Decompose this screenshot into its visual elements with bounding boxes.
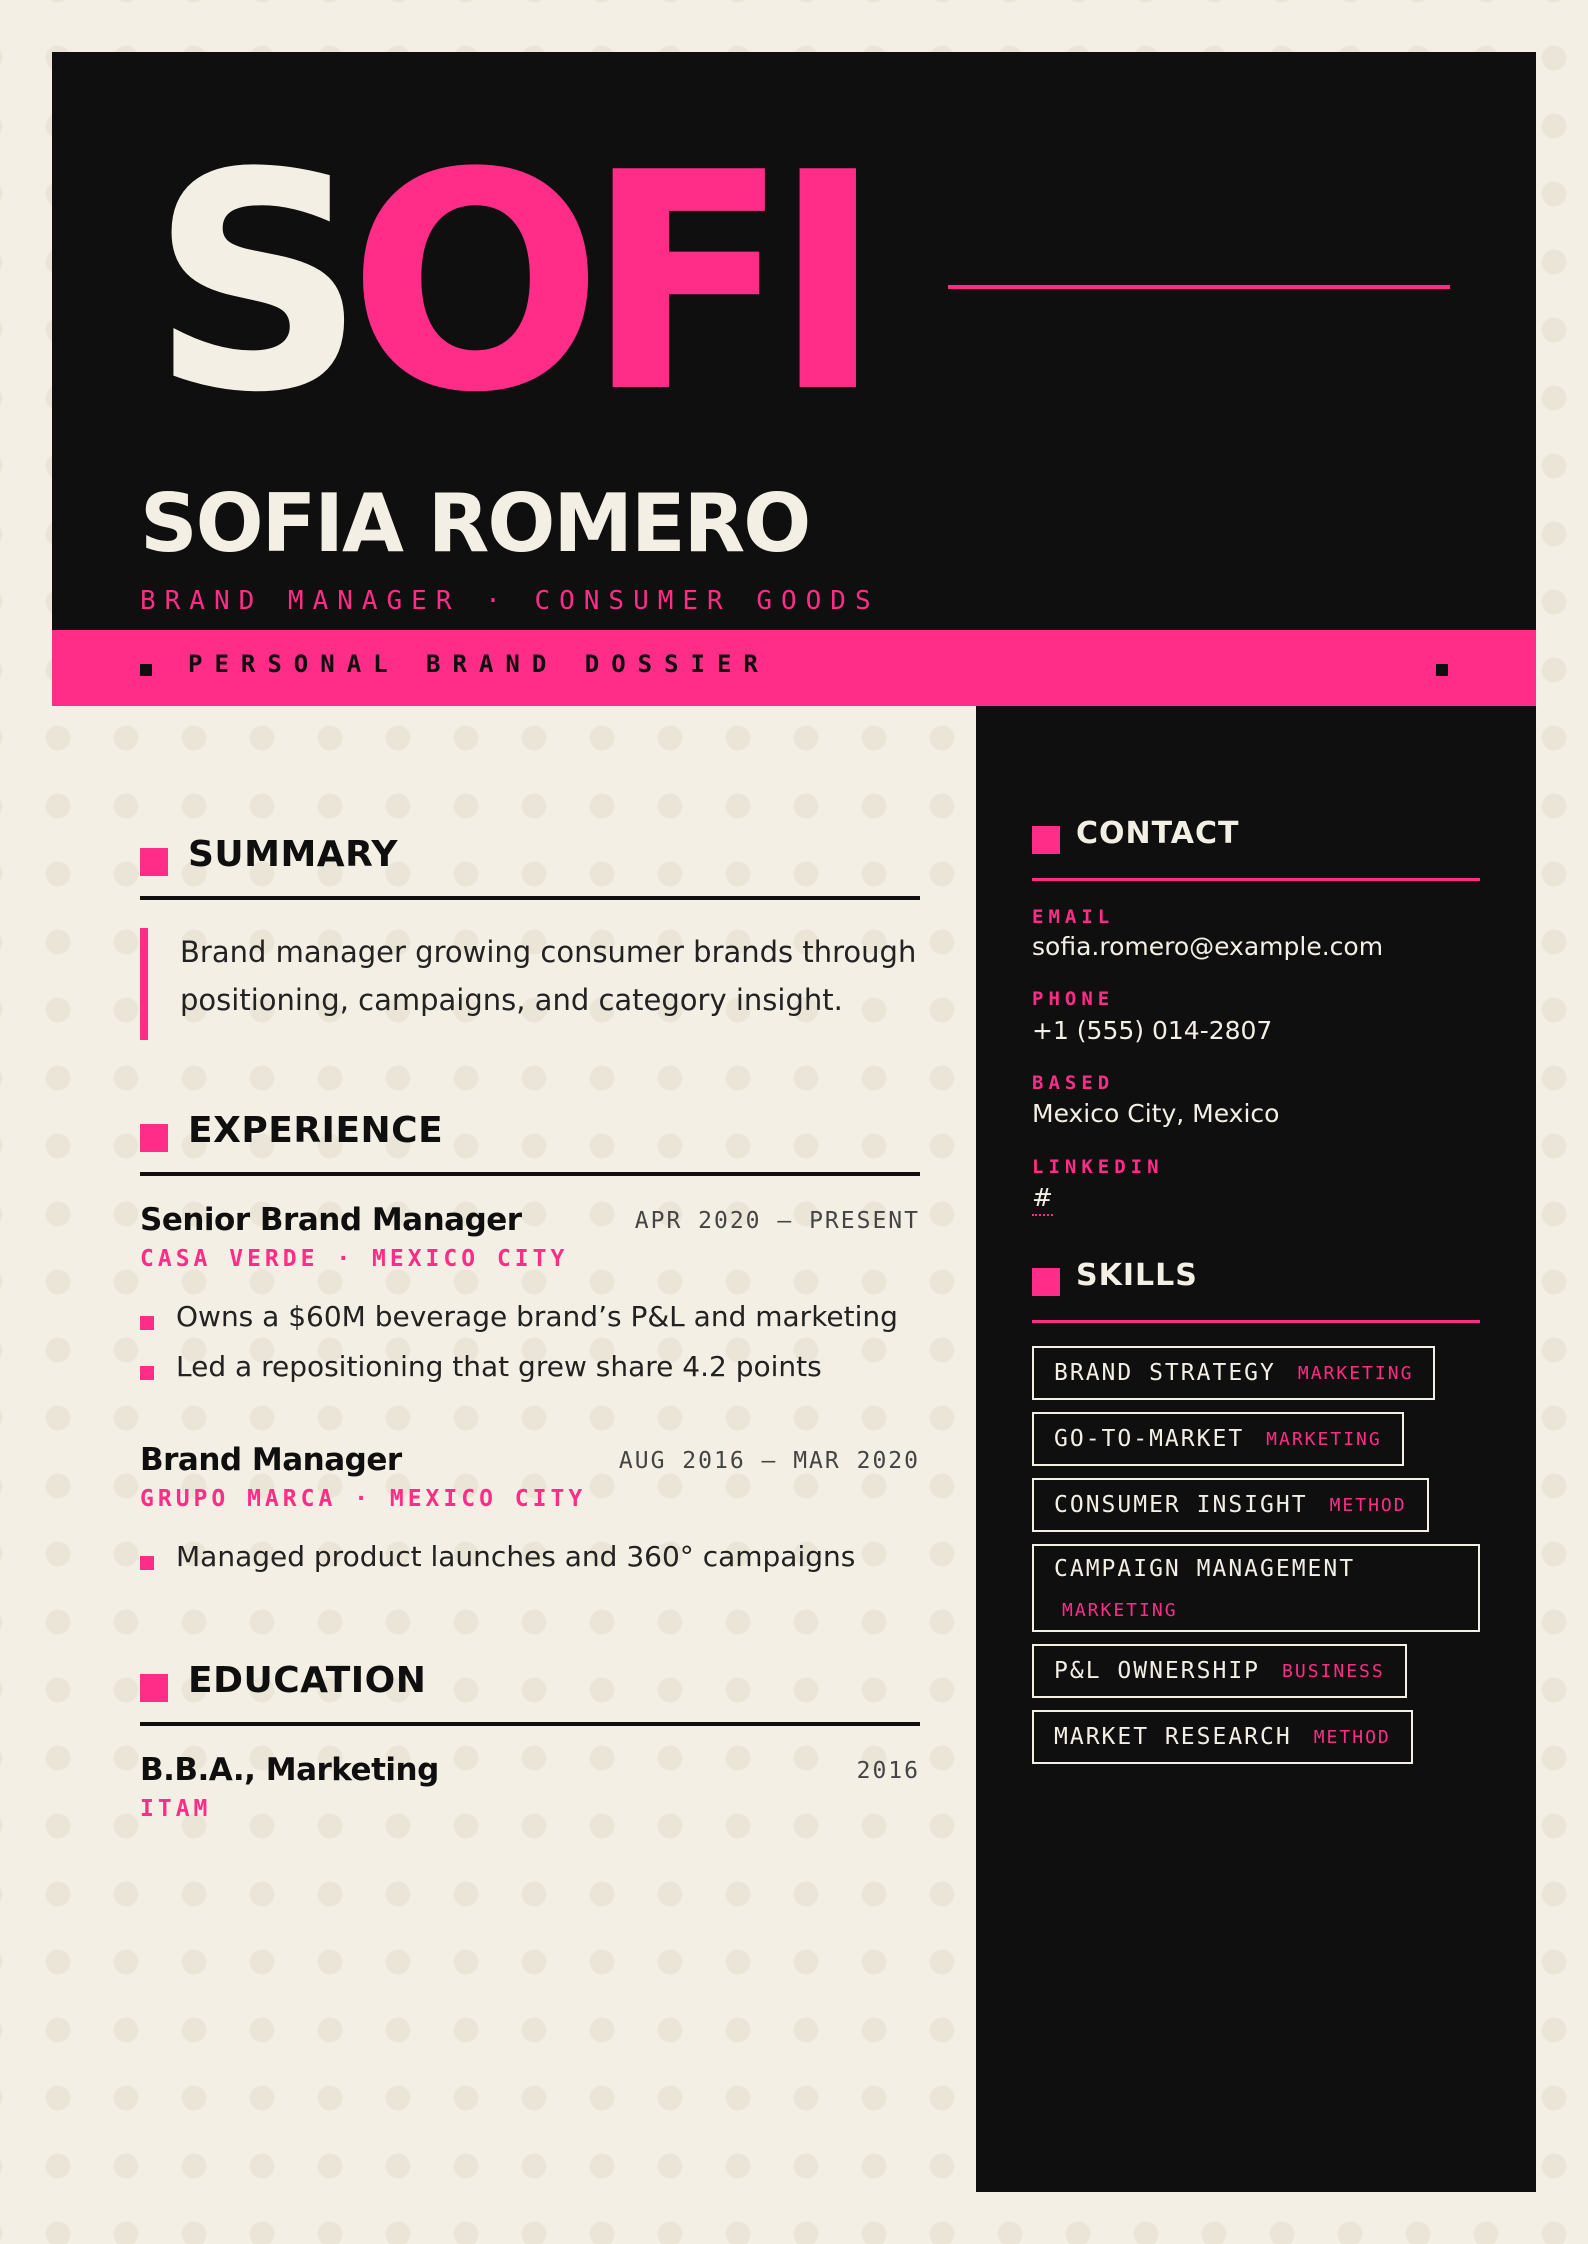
bullet-text: Led a repositioning that grew share 4.2 points (176, 1350, 822, 1383)
monogram (150, 109, 866, 458)
monogram-rest-letters: OFI (348, 109, 866, 458)
list-item (140, 1298, 920, 1348)
section-marker (140, 848, 168, 876)
job-tagline: BRAND MANAGER · CONSUMER GOODS (140, 586, 880, 616)
contact-heading (1032, 808, 1480, 868)
skill-tag (1032, 1710, 1413, 1764)
section-title: SUMMARY (188, 834, 398, 875)
section-rule (140, 1722, 920, 1726)
skill-name: MARKET RESEARCH (1054, 1724, 1292, 1750)
job-dates: AUG 2016 — MAR 2020 (618, 1448, 920, 1474)
full-name: SOFIA ROMERO (140, 477, 810, 570)
section-title: CONTACT (1076, 816, 1240, 851)
job-organization: GRUPO MARCA · MEXICO CITY (140, 1486, 587, 1512)
linkedin-label: LINKEDIN (1032, 1156, 1164, 1178)
skill-tag (1032, 1544, 1480, 1632)
list-item (140, 1348, 920, 1398)
skill-tag (1032, 1346, 1435, 1400)
skill-name: GO-TO-MARKET (1054, 1426, 1245, 1452)
section-title: SKILLS (1076, 1258, 1198, 1293)
bullet-square-icon (140, 1366, 154, 1380)
summary-block (140, 928, 920, 1040)
skill-name: CAMPAIGN MANAGEMENT (1054, 1556, 1356, 1582)
school: ITAM (140, 1796, 212, 1822)
skill-category: MARKETING (1062, 1599, 1178, 1621)
experience-item (140, 1202, 920, 1402)
section-rule (1032, 1320, 1480, 1323)
band-label: PERSONAL BRAND DOSSIER (188, 650, 770, 678)
degree: B.B.A., Marketing (140, 1752, 439, 1788)
skill-category: MARKETING (1297, 1362, 1414, 1384)
graduation-year: 2016 (856, 1758, 920, 1784)
summary-heading (140, 820, 920, 900)
section-marker (1032, 1268, 1060, 1296)
skill-tag (1032, 1644, 1407, 1698)
bullet-text: Owns a $60M beverage brand’s P&L and marketing (176, 1300, 898, 1333)
list-item (140, 1538, 920, 1588)
job-dates: APR 2020 — PRESENT (634, 1208, 920, 1234)
email-value[interactable]: sofia.romero@example.com (1032, 932, 1384, 961)
section-marker (140, 1674, 168, 1702)
linkedin-link[interactable]: # (1032, 1183, 1053, 1216)
skills-heading (1032, 1250, 1480, 1310)
skill-category: METHOD (1329, 1494, 1407, 1516)
band-square-left (140, 664, 152, 676)
skill-category: MARKETING (1266, 1428, 1382, 1450)
skill-name: BRAND STRATEGY (1054, 1360, 1276, 1386)
phone-value[interactable]: +1 (555) 014-2807 (1032, 1016, 1273, 1045)
job-bullets (140, 1298, 920, 1398)
experience-heading (140, 1096, 920, 1176)
skill-name: P&L OWNERSHIP (1054, 1658, 1261, 1684)
section-title: EDUCATION (188, 1660, 427, 1701)
phone-label: PHONE (1032, 988, 1115, 1010)
header-accent-rule (948, 285, 1450, 289)
monogram-first-letter: S (150, 109, 349, 458)
linkedin-value-wrap (1032, 1183, 1053, 1212)
dossier-band (52, 630, 1536, 706)
education-item (140, 1752, 920, 1852)
job-bullets (140, 1538, 920, 1588)
email-label: EMAIL (1032, 906, 1115, 928)
skill-tag (1032, 1412, 1404, 1466)
sidebar (976, 706, 1536, 2192)
section-marker (1032, 826, 1060, 854)
bullet-square-icon (140, 1316, 154, 1330)
skill-category: METHOD (1313, 1726, 1391, 1748)
section-rule (1032, 878, 1480, 881)
bullet-square-icon (140, 1556, 154, 1570)
skill-tag (1032, 1478, 1429, 1532)
location-label: BASED (1032, 1072, 1115, 1094)
section-marker (140, 1124, 168, 1152)
header-hero (52, 52, 1536, 630)
education-heading (140, 1646, 920, 1726)
experience-item (140, 1442, 920, 1602)
section-title: EXPERIENCE (188, 1110, 444, 1151)
band-square-right (1436, 664, 1448, 676)
resume-page (52, 52, 1536, 2192)
job-title: Senior Brand Manager (140, 1202, 522, 1238)
job-organization: CASA VERDE · MEXICO CITY (140, 1246, 569, 1272)
section-rule (140, 896, 920, 900)
section-rule (140, 1172, 920, 1176)
summary-text: Brand manager growing consumer brands through positioning, campaigns, and category insight. (180, 935, 917, 1017)
job-title: Brand Manager (140, 1442, 402, 1478)
bullet-text: Managed product launches and 360° campaigns (176, 1540, 856, 1573)
skill-category: BUSINESS (1282, 1660, 1385, 1682)
location-value: Mexico City, Mexico (1032, 1099, 1280, 1128)
skill-name: CONSUMER INSIGHT (1054, 1492, 1308, 1518)
